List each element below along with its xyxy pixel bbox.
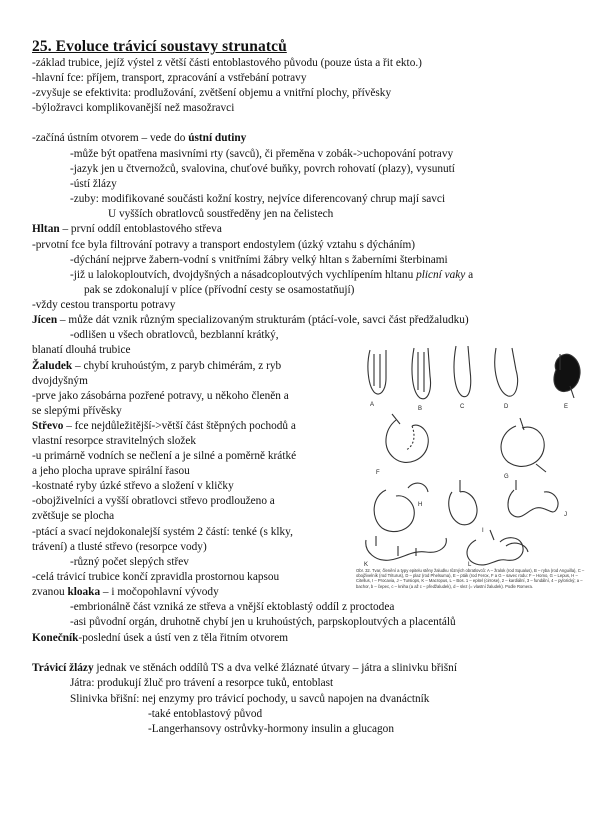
hltan-heading [32, 222, 222, 236]
hltan-definition: – první oddíl entoblastového střeva [59, 223, 222, 235]
mouth-term: ústní dutiny [188, 132, 247, 144]
intro-line: -býložravci komplikovanější než masožravci [32, 102, 235, 114]
stomach-shape-g [501, 418, 546, 472]
hltan-text: a [465, 269, 474, 281]
figure-label: C [460, 404, 465, 410]
stomach-shape-b [412, 348, 431, 399]
figure-label: B [418, 406, 423, 412]
streva-heading [32, 419, 296, 433]
streva-line: -kostnaté ryby úzké střevo a složení v kličky [32, 480, 234, 492]
zlazy-term: Trávicí žlázy [32, 662, 94, 674]
figure-label: L [468, 562, 472, 568]
zlazy-line: Slinivka břišní: nej enzymy pro trávicí pochody, u savců napojen na dvanáctník [70, 693, 430, 705]
zlazy-line: Játra: produkují žluč pro trávení a resorpce tuků, entoblast [70, 677, 334, 689]
streva-line: a jeho plocha uprave spirální řasou [32, 465, 190, 477]
figure-label: E [564, 404, 569, 410]
streva-definition: – fce nejdůležitější->větší část štěpných pochodů a [63, 420, 296, 432]
konecnik-term: Konečník [32, 632, 79, 644]
intro-line: -základ trubice, jejíž výstel z větší části entoblastového původu (pouze ústa a řit ekto.) [32, 57, 422, 69]
intro-line: -zvyšuje se efektivita: prodlužování, zvětšení objemu a vnitřní plochy, přívěsky [32, 87, 392, 99]
zaludek-definition: – chybí kruhoústým, z paryb chimérám, z ryb [72, 360, 282, 372]
hltan-line: -vždy cestou transportu potravy [32, 299, 176, 311]
figure-label: G [504, 474, 509, 480]
zlazy-heading [32, 661, 457, 675]
stomach-shape-a [368, 350, 386, 394]
kloaka-text: – i močopohlavní vývody [100, 586, 219, 598]
jicen-line: -odlišen u všech obratlovců, bezblanní krátký, [70, 329, 279, 341]
mouth-item: -ústí žlázy [70, 178, 117, 190]
zaludek-line: se slepými přívěsky [32, 405, 122, 417]
konecnik-definition: -poslední úsek a ústí ven z těla řitním otvorem [78, 632, 289, 644]
figure-label: F [376, 470, 380, 476]
konecnik-line [32, 631, 288, 645]
zaludek-line: -prve jako zásobárna pozřené potravy, u někoho členěn a [32, 390, 289, 402]
zaludek-term: Žaludek [32, 360, 73, 372]
streva-line: vlastní resorpce stravitelných složek [32, 435, 197, 447]
figure-label: I [482, 528, 484, 534]
mouth-item: -jazyk jen u čtvernožců, svalovina, chuťové buňky, povrch rohovatí (plazy), vysunutí [70, 163, 455, 175]
kloaka-term: kloaka [67, 586, 101, 598]
figure-caption: Obr. 32. Tvar, členění a typy epitelu stěny žaludku různých obratlovců: A – žralok (rod Squalus), B – ryba (rod Anguilla), C – obojživelník (rod Triturus), D – plaz (rod Phelsuma), E – pták (rod Ferox, F a G – savec rodu: F – Homo, G – Lepus, H – Citellus, I – Procavia, J – Tursiops, K – Macropus, L – Bos. 1 – epitel (cirrose), 2 – kardiální, 3 – fundální, 4 – pylorický; a – bachor, b – čepec, c – kniha (a až c – předžaludek), d – slez (= vlastní žaludek). Podle Romera. [356, 568, 585, 589]
stomach-shape-d [495, 348, 518, 396]
zlazy-line: -také entoblastový původ [148, 708, 263, 720]
jicen-definition: – může dát vznik různým specializovaným strukturám (ptácí-vole, savci část předžaludku) [57, 314, 469, 326]
kloaka-text: zvanou [32, 586, 68, 598]
stomach-shape-c [454, 346, 471, 397]
stomach-shape-f [386, 414, 428, 462]
hltan-line: -prvotní fce byla filtrování potravy a transport endostylem (úzký vztahu s dýcháním) [32, 239, 416, 251]
streva-line: -obojživelníci a vyšší obratlovci střevo prodlouženo a [32, 495, 275, 507]
streva-term: Střevo [32, 420, 64, 432]
mouth-heading [32, 131, 246, 145]
streva-line: -ptácí a svací nejdokonalejší systém 2 částí: tenké (s klky, [32, 526, 293, 538]
stomach-shape-i [449, 480, 477, 525]
stomach-shape-l [467, 530, 528, 565]
stomach-figure [356, 340, 593, 603]
kloaka-line [32, 585, 219, 599]
streva-line: -celá trávicí trubice končí zpravidla prostornou kapsou [32, 571, 280, 583]
jicen-term: Jícen [32, 314, 58, 326]
kloaka-line: -embrionálně část vzniká ze střeva a vnější ektoblastý oddíl z proctodea [70, 601, 395, 613]
hltan-italic-term: plicní vaky [416, 269, 466, 281]
mouth-start-text: -začíná ústním otvorem – vede do [32, 132, 189, 144]
figure-label: K [364, 562, 369, 568]
hltan-text: -již u lalokoploutvích, dvojdyšných a násadcoploutvých vychlípením hltanu [70, 269, 417, 281]
jicen-heading [32, 313, 469, 327]
mouth-item: -může být opatřena masivními rty (savců), či přeměna v zobák->uchopování potravy [70, 148, 454, 160]
figure-label: D [504, 404, 509, 410]
hltan-line: -dýchání nejprve žabern-vodní s vnitřními žábry velký hltan s žaberními šterbinami [70, 254, 448, 266]
zlazy-line: -Langerhansovy ostrůvky-hormony insulin a glucagon [148, 723, 394, 735]
streva-line: -u primárně vodních se nečlení a je silné a poměrně krátké [32, 450, 297, 462]
figure-label: A [370, 402, 375, 408]
zlazy-definition: jednak ve stěnách oddílů TS a dva velké žláznaté útvary – játra a slinivku břišní [93, 662, 457, 674]
intro-line: -hlavní fce: příjem, transport, zpracování a vstřebání potravy [32, 72, 307, 84]
hltan-term: Hltan [32, 223, 60, 235]
stomach-shape-k [366, 536, 447, 560]
streva-line: -různý počet slepých střev [70, 556, 189, 568]
zaludek-heading [32, 359, 281, 373]
page-title: 25. Evoluce trávicí soustavy strunatců [32, 38, 287, 55]
jicen-line: blanatí dlouhá trubice [32, 344, 131, 356]
hltan-line [70, 268, 473, 282]
mouth-item: U vyšších obratlovců soustředěny jen na čelistech [108, 208, 334, 220]
kloaka-line: -asi původní orgán, druhotně chybí jen u kruhoústých, parpskoploutvých a placentálů [70, 616, 456, 628]
streva-line: zvětšuje se plocha [32, 510, 115, 522]
figure-label: H [418, 502, 423, 508]
mouth-item: -zuby: modifikované součásti kožní kostry, nejvíce diferencovaný chrup mají savci [70, 193, 446, 205]
stomach-shape-e [554, 354, 580, 398]
zaludek-line: dvojdyšným [32, 375, 88, 387]
streva-line: trávení) a tlusté střevo (resorpce vody) [32, 541, 207, 553]
stomach-shape-j [508, 480, 558, 517]
hltan-line: pak se zdokonalují v plíce (přívodní cesty se osamostatňují) [84, 284, 355, 296]
figure-label: J [564, 512, 567, 518]
